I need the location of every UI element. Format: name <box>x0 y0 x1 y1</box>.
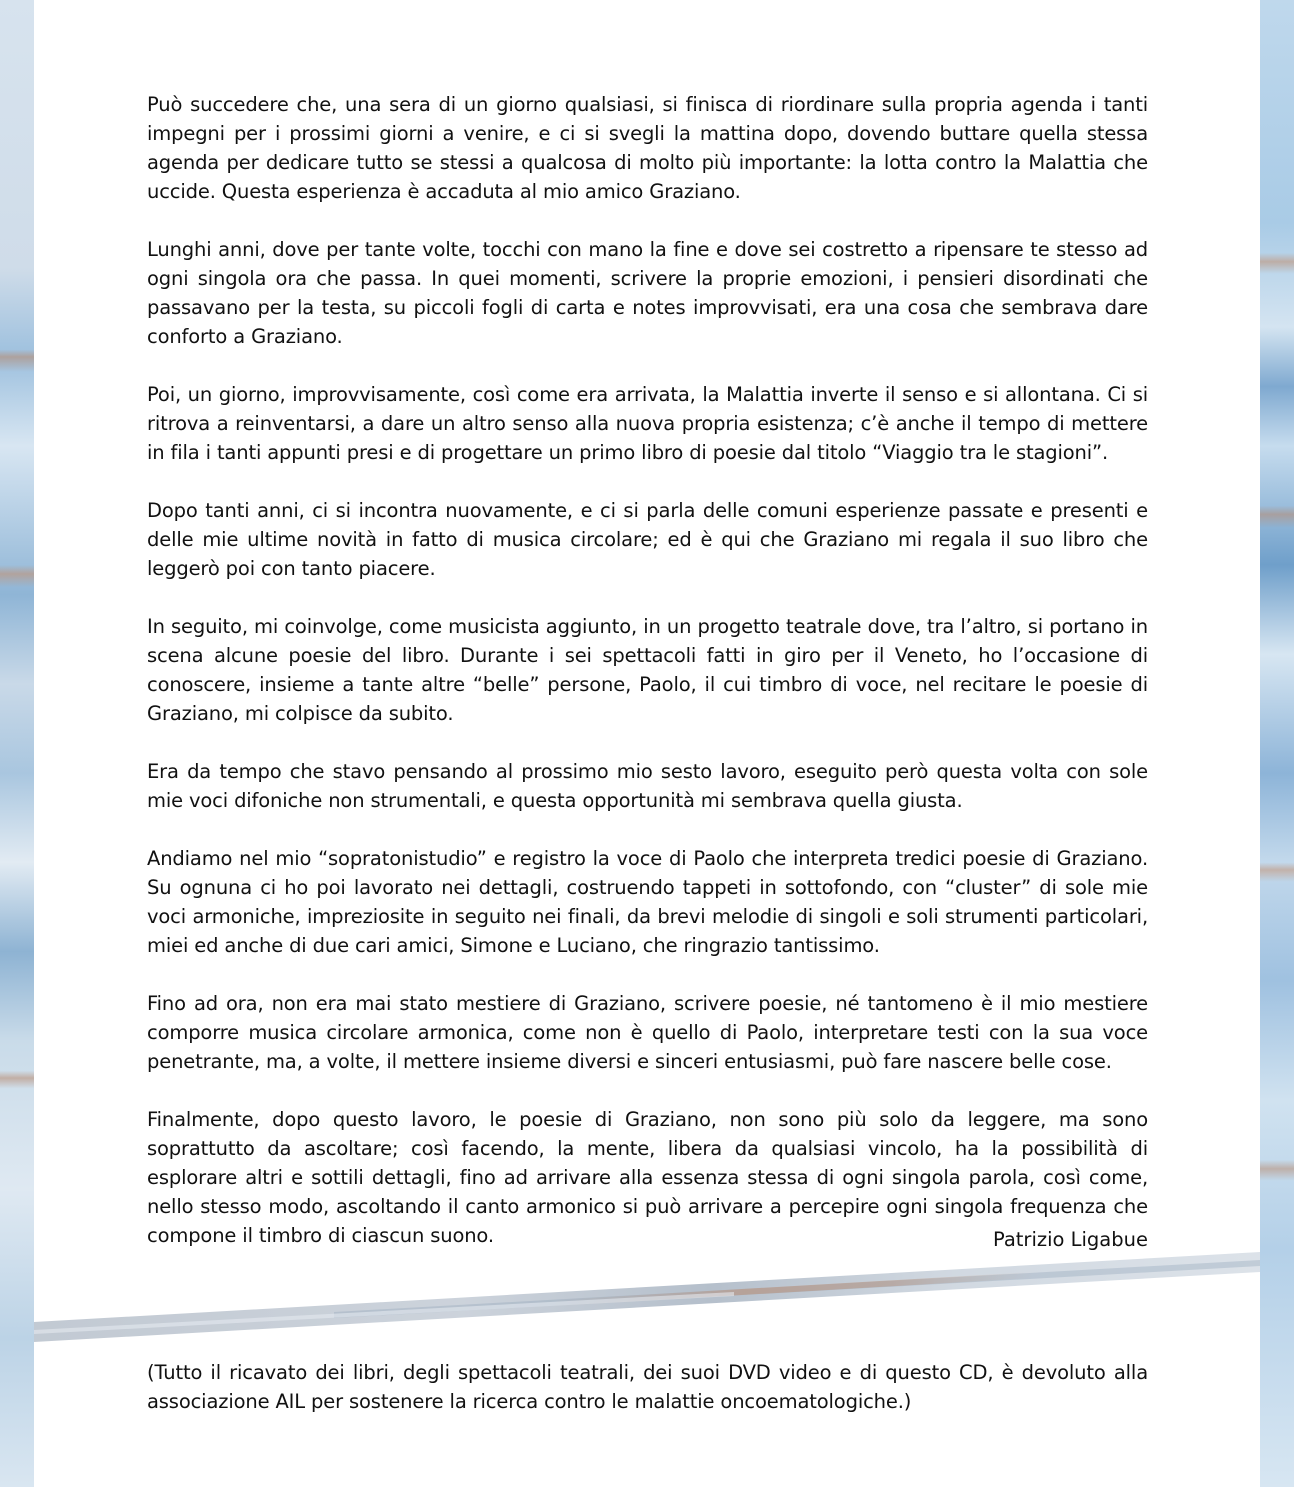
paragraph-7: Andiamo nel mio “sopratonistudio” e registro la voce di Paolo che interpreta tredici poesie di Graziano. Su ognuna ci ho poi lavorato nei dettagli, costruendo tappeti in sottofondo, con “cluster” di sole mie voci armoniche, impreziosite in seguito nei finali, da brevi melodie di singoli e soli strumenti particolari, miei ed anche di due cari amici, Simone e Luciano, che ringrazio tantissimo. <box>147 847 1148 957</box>
paragraph-4: Dopo tanti anni, ci si incontra nuovamente, e ci si parla delle comuni esperienze passate e presenti e delle mie ultime novità in fatto di musica circolare; ed è qui che Graziano mi regala il suo libro che leggerò poi con tanto piacere. <box>147 499 1148 580</box>
left-painted-edge <box>0 0 34 1487</box>
paragraph-8: Fino ad ora, non era mai stato mestiere di Graziano, scrivere poesie, né tantomeno è il mio mestiere comporre musica circolare armonica, come non è quello di Paolo, interpretare testi con la sua voce penetrante, ma, a volte, il mettere insieme diversi e sinceri entusiasmi, può fare nascere belle cose. <box>147 992 1148 1073</box>
brushstroke-divider <box>34 1252 1260 1342</box>
donation-footnote: (Tutto il ricavato dei libri, degli spettacoli teatrali, dei suoi DVD video e di questo CD, è devoluto alla associazione AIL per sostenere la ricerca contro le malattie oncoematologiche.) <box>147 1360 1148 1413</box>
paragraph-6: Era da tempo che stavo pensando al prossimo mio sesto lavoro, eseguito però questa volta con sole mie voci difoniche non strumentali, e questa opportunità mi sembrava quella giusta. <box>147 760 1148 812</box>
paragraph-2: Lunghi anni, dove per tante volte, tocchi con mano la fine e dove sei costretto a ripensare te stesso ad ogni singola ora che passa. In quei momenti, scrivere la proprie emozioni, i pensieri disordinati che passavano per la testa, su piccoli fogli di carta e notes improvvisati, era una cosa che sembrava dare conforto a Graziano. <box>147 238 1148 348</box>
paragraph-9: Finalmente, dopo questo lavoro, le poesie di Graziano, non sono più solo da leggere, ma sono soprattutto da ascoltare; così facendo, la mente, libera da qualsiasi vincolo, ha la possibilità di esplorare altri e sottili dettagli, fino ad arrivare alla essenza stessa di ogni singola parola, così come, nello stesso modo, ascoltando il canto armonico si può arrivare a percepire ogni singola frequenza che compone il timbro di ciascun suono. <box>147 1108 1148 1247</box>
right-painted-edge <box>1260 0 1294 1487</box>
paragraph-5: In seguito, mi coinvolge, come musicista aggiunto, in un progetto teatrale dove, tra l’altro, si portano in scena alcune poesie del libro. Durante i sei spettacoli fatti in giro per il Veneto, ho l’occasione di conoscere, insieme a tante altre “belle” persone, Paolo, il cui timbro di voce, nel recitare le poesie di Graziano, mi colpisce da subito. <box>147 615 1148 725</box>
paragraph-1: Può succedere che, una sera di un giorno qualsiasi, si finisca di riordinare sulla propria agenda i tanti impegni per i prossimi giorni a venire, e ci si svegli la mattina dopo, dovendo buttare quella stessa agenda per dedicare tutto se stessi a qualcosa di molto più importante: la lotta contro la Malattia che uccide. Questa esperienza è accaduta al mio amico Graziano. <box>147 93 1148 203</box>
main-text-body <box>147 90 1148 1250</box>
paragraph-3: Poi, un giorno, improvvisamente, così come era arrivata, la Malattia inverte il senso e si allontana. Ci si ritrova a reinventarsi, a dare un altro senso alla nuova propria esistenza; c’è anche il tempo di mettere in fila i tanti appunti presi e di progettare un primo libro di poesie dal titolo “Viaggio tra le stagioni”. <box>147 383 1148 464</box>
author-signature: Patrizio Ligabue <box>992 1228 1148 1251</box>
